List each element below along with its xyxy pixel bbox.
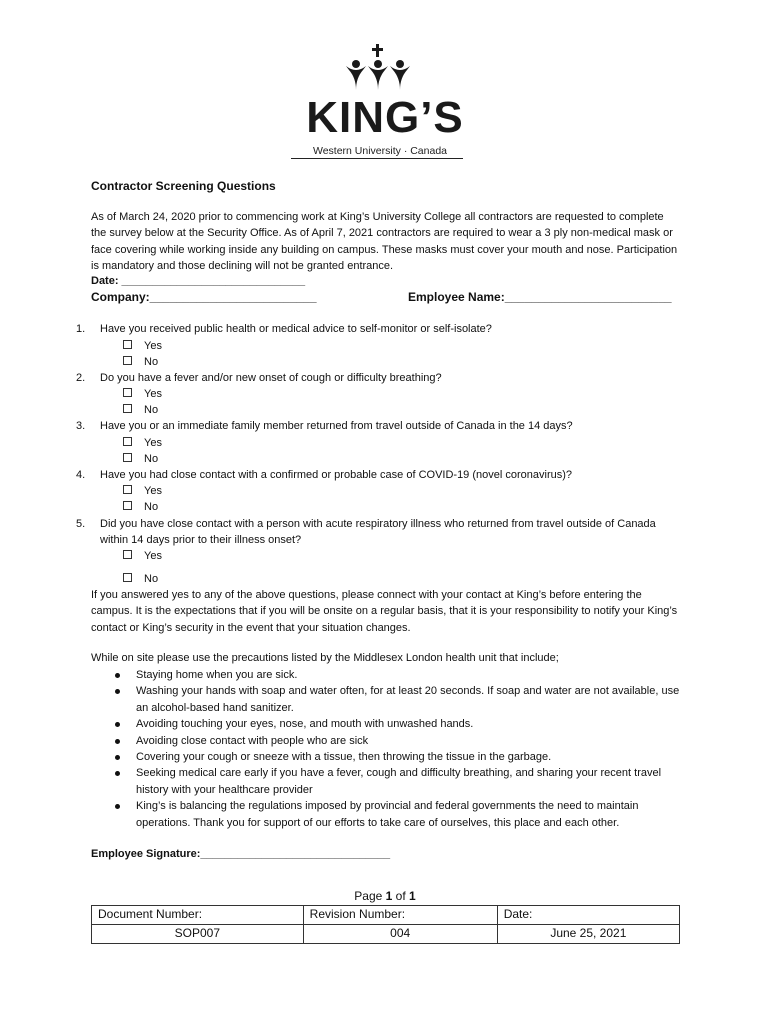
page-number (0, 889, 770, 903)
q2-no-option[interactable] (123, 402, 158, 418)
table-row (92, 906, 680, 925)
q1-no-option[interactable] (123, 354, 158, 370)
precautions-intro: While on site please use the precautions listed by the Middlesex London health unit that include; (91, 652, 559, 664)
option-label: No (144, 404, 159, 416)
table-row (92, 925, 680, 944)
option-label: Yes (144, 485, 162, 497)
list-item (91, 683, 681, 716)
option-label: No (144, 453, 159, 465)
date-value: June 25, 2021 (497, 925, 679, 944)
page-total: 1 (409, 889, 416, 903)
q2-yes-option[interactable] (123, 386, 162, 402)
question-text: Do you have a fever and/or new onset of cough or difficulty breathing? (100, 372, 442, 384)
intro-paragraph: As of March 24, 2020 prior to commencing work at King’s University College all contractors are requested to complete the survey below at the Security Office. As of April 7, 2021 contractors are required to wear a 3 ply non-medical mask or face covering while working inside any building on campus. These masks must cover your mouth and nose. Participation is mandatory and those declining will not be granted entrance. (91, 211, 678, 273)
answered-yes-paragraph: If you answered yes to any of the above questions, please connect with your contact at King’s before entering the campus. It is the expectations that if you will be onsite on a regular basis, that it is your responsibility to notify your King’s contact or King’s security in the event that your situation changes. (91, 589, 678, 634)
list-item (91, 765, 681, 798)
q4-no-option[interactable] (123, 499, 158, 515)
checkbox[interactable] (123, 437, 132, 446)
q5-no-option[interactable] (123, 571, 158, 587)
q4-yes-option[interactable] (123, 483, 162, 499)
bullet-icon (115, 739, 120, 744)
page-current: 1 (385, 889, 393, 903)
logo-tagline: Western University · Canada (312, 145, 448, 157)
question-number: 4. (76, 469, 86, 481)
page-of: of (392, 889, 410, 903)
checkbox[interactable] (123, 485, 132, 494)
list-item-text: Seeking medical care early if you have a fever, cough and difficulty breathing, and sharing your recent travel history with your healthcare provider (136, 767, 662, 796)
checkbox[interactable] (123, 550, 132, 559)
doc-number-label: Document Number: (92, 906, 304, 925)
list-item (91, 749, 681, 765)
checkbox[interactable] (123, 340, 132, 349)
company-field[interactable]: Company:_________________________ (91, 290, 317, 304)
question-number: 2. (76, 372, 86, 384)
bullet-icon (115, 755, 120, 760)
question-text: Have you or an immediate family member returned from travel outside of Canada in the 14 days? (100, 420, 573, 432)
form-title: Contractor Screening Questions (91, 179, 276, 193)
date-label: Date: (497, 906, 679, 925)
q1-yes-option[interactable] (123, 338, 162, 354)
option-label: No (144, 356, 159, 368)
employee-name-field[interactable]: Employee Name:_________________________ (408, 290, 672, 304)
list-item-text: King’s is balancing the regulations imposed by provincial and federal governments the need to maintain operations. Thank you for support of our efforts to take care of ourselves, this place and each other. (136, 800, 639, 829)
option-label: Yes (144, 388, 162, 400)
option-label: Yes (144, 550, 162, 562)
list-item-text: Washing your hands with soap and water often, for at least 20 seconds. If soap and water are not available, use an alcohol-based hand sanitizer. (136, 685, 680, 714)
bullet-icon (115, 804, 120, 809)
date-field[interactable]: Date: ______________________________ (91, 275, 306, 287)
revision-value: 004 (303, 925, 497, 944)
checkbox[interactable] (123, 356, 132, 365)
checkbox[interactable] (123, 404, 132, 413)
option-label: Yes (144, 437, 162, 449)
precautions-list (91, 667, 681, 831)
option-label: No (144, 573, 159, 585)
question-number: 5. (76, 518, 86, 530)
question-text: Have you received public health or medical advice to self-monitor or self-isolate? (100, 323, 492, 335)
list-item (91, 667, 681, 683)
bullet-icon (115, 689, 120, 694)
q3-no-option[interactable] (123, 451, 158, 467)
logo-wordmark: KING’S (306, 93, 464, 142)
question-number: 1. (76, 323, 86, 335)
employee-signature-field[interactable]: Employee Signature:_______________________________ (91, 848, 391, 860)
checkbox[interactable] (123, 388, 132, 397)
bullet-icon (115, 673, 120, 678)
kings-logo (285, 44, 485, 162)
bullet-icon (115, 771, 120, 776)
crown-figures-icon (343, 44, 413, 94)
bullet-icon (115, 722, 120, 727)
q3-yes-option[interactable] (123, 435, 162, 451)
question-text: Have you had close contact with a confirmed or probable case of COVID-19 (novel coronavirus)? (100, 469, 573, 481)
option-label: No (144, 501, 159, 513)
revision-label: Revision Number: (303, 906, 497, 925)
q5-yes-option[interactable] (123, 548, 162, 564)
option-label: Yes (144, 340, 162, 352)
checkbox[interactable] (123, 501, 132, 510)
document-info-table (91, 905, 680, 944)
logo-rule (291, 158, 463, 159)
checkbox[interactable] (123, 573, 132, 582)
list-item-text: Avoiding touching your eyes, nose, and mouth with unwashed hands. (136, 718, 474, 731)
doc-number-value: SOP007 (92, 925, 304, 944)
list-item (91, 798, 681, 831)
list-item-text: Avoiding close contact with people who are sick (136, 734, 369, 747)
question-text: Did you have close contact with a person with acute respiratory illness who returned from travel outside of Canada within 14 days prior to their illness onset? (100, 518, 656, 547)
question-number: 3. (76, 420, 86, 432)
list-item-text: Staying home when you are sick. (136, 669, 298, 681)
list-item (91, 733, 681, 749)
checkbox[interactable] (123, 453, 132, 462)
list-item (91, 716, 681, 732)
list-item-text: Covering your cough or sneeze with a tissue, then throwing the tissue in the garbage. (136, 751, 552, 764)
page-prefix: Page (354, 889, 386, 903)
